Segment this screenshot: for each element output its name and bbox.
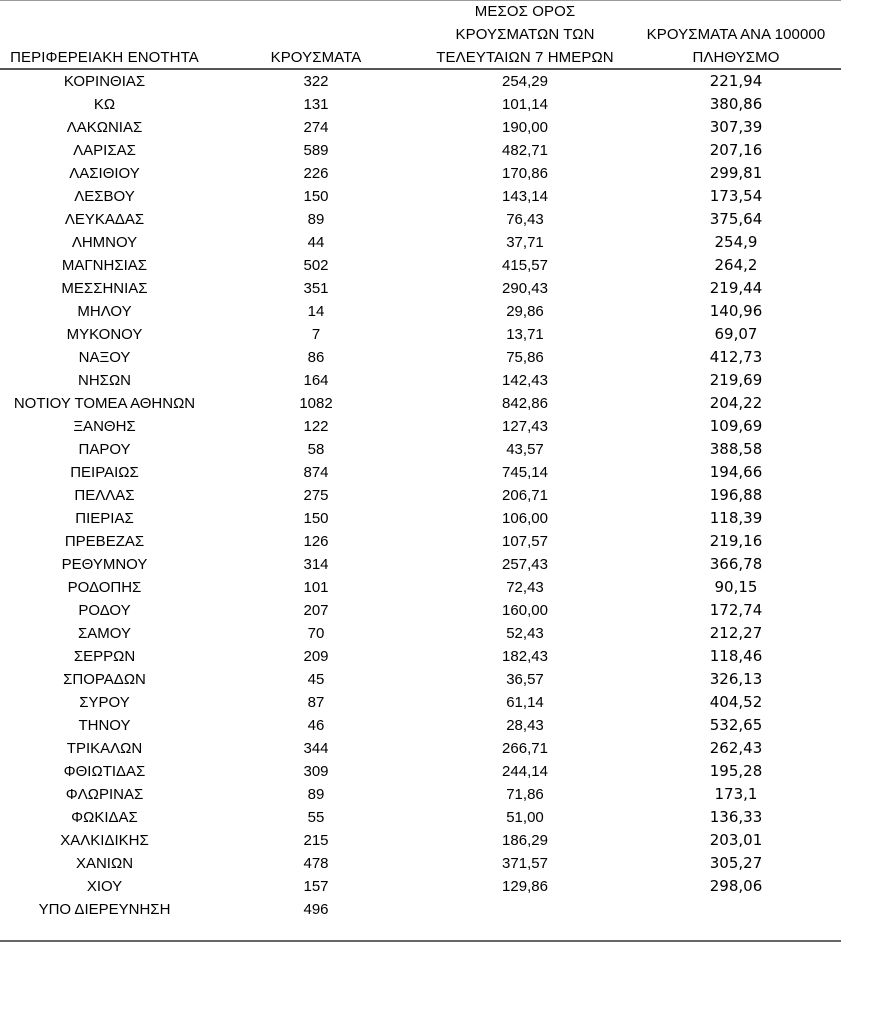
avg7-cell: 143,14: [502, 188, 548, 205]
cases-cell: 46: [307, 717, 325, 734]
table-row: [0, 346, 841, 369]
top-border: [0, 0, 841, 1]
per100k-cell: 207,16: [709, 141, 763, 159]
avg7-cell: 290,43: [502, 280, 548, 297]
cases-cell: 275: [303, 487, 329, 504]
cases-cell: 44: [307, 234, 325, 251]
cases-cell: 314: [303, 556, 329, 573]
header-avg-7-days: [428, 0, 622, 69]
per100k-cell: 532,65: [709, 716, 763, 734]
per100k-cell: 326,13: [709, 670, 763, 688]
avg7-cell: 13,71: [506, 326, 544, 343]
cases-cell: 874: [303, 464, 329, 481]
region-cell: ΤΗΝΟΥ: [78, 717, 131, 734]
region-cell: ΚΩ: [93, 96, 116, 113]
cases-cell: 207: [303, 602, 329, 619]
per100k-cell: 254,9: [714, 233, 758, 251]
avg7-cell: 75,86: [506, 349, 544, 366]
region-cell: ΦΛΩΡΙΝΑΣ: [65, 786, 144, 803]
header-per-100k: [632, 23, 840, 69]
per100k-cell: 262,43: [709, 739, 763, 757]
cases-cell: 101: [303, 579, 329, 596]
per100k-cell: 140,96: [709, 302, 763, 320]
per100k-cell: 299,81: [709, 164, 763, 182]
per100k-cell: 196,88: [709, 486, 763, 504]
table-row: [0, 484, 841, 507]
header-per100k-line-2: ΠΛΗΘΥΣΜΟ: [692, 49, 780, 66]
region-cell: ΛΑΡΙΣΑΣ: [73, 142, 136, 159]
per100k-cell: 203,01: [709, 831, 763, 849]
region-cell: ΛΕΣΒΟΥ: [74, 188, 135, 205]
table-row: [0, 116, 841, 139]
cases-cell: 70: [307, 625, 325, 642]
per100k-cell: 219,16: [709, 532, 763, 550]
table-row: [0, 691, 841, 714]
cases-cell: 209: [303, 648, 329, 665]
avg7-cell: 254,29: [502, 73, 548, 90]
table-row: [0, 323, 841, 346]
region-cell: ΠΙΕΡΙΑΣ: [75, 510, 134, 527]
region-cell: ΠΡΕΒΕΖΑΣ: [64, 533, 145, 550]
per100k-cell: 118,46: [709, 647, 763, 665]
avg7-cell: 36,57: [506, 671, 544, 688]
table-row: [0, 70, 841, 93]
per100k-cell: 219,69: [709, 371, 763, 389]
region-cell: ΜΑΓΝΗΣΙΑΣ: [61, 257, 148, 274]
cases-cell: 309: [303, 763, 329, 780]
header-region: ΠΕΡΙΦΕΡΕΙΑΚΗ ΕΝΟΤΗΤΑ: [10, 49, 199, 66]
region-cell: ΛΑΣΙΘΙΟΥ: [69, 165, 140, 182]
region-cell: ΝΑΞΟΥ: [78, 349, 131, 366]
table-row: [0, 898, 841, 921]
avg7-cell: 182,43: [502, 648, 548, 665]
table-row: [0, 783, 841, 806]
per100k-cell: 194,66: [709, 463, 763, 481]
avg7-cell: 37,71: [506, 234, 544, 251]
per100k-cell: 404,52: [709, 693, 763, 711]
avg7-cell: 51,00: [506, 809, 544, 826]
table-body: [0, 70, 841, 921]
region-cell: ΠΑΡΟΥ: [78, 441, 131, 458]
header-cases: ΚΡΟΥΣΜΑΤΑ: [270, 49, 362, 66]
per100k-cell: 173,54: [709, 187, 763, 205]
table-row: [0, 277, 841, 300]
avg7-cell: 186,29: [502, 832, 548, 849]
avg7-cell: 257,43: [502, 556, 548, 573]
cases-cell: 89: [307, 211, 325, 228]
avg7-cell: 244,14: [502, 763, 548, 780]
table-row: [0, 622, 841, 645]
avg7-cell: 61,14: [506, 694, 544, 711]
cases-cell: 150: [303, 188, 329, 205]
region-cell: ΧΙΟΥ: [86, 878, 123, 895]
per100k-cell: 366,78: [709, 555, 763, 573]
table-row: [0, 162, 841, 185]
cases-cell: 351: [303, 280, 329, 297]
region-cell: ΣΑΜΟΥ: [78, 625, 131, 642]
cases-cell: 86: [307, 349, 325, 366]
cases-cell: 14: [307, 303, 325, 320]
avg7-cell: 190,00: [502, 119, 548, 136]
region-cell: ΛΑΚΩΝΙΑΣ: [66, 119, 143, 136]
cases-cell: 126: [303, 533, 329, 550]
table-row: [0, 231, 841, 254]
per100k-cell: 305,27: [709, 854, 763, 872]
region-cell: ΣΠΟΡΑΔΩΝ: [63, 671, 146, 688]
per100k-cell: 172,74: [709, 601, 763, 619]
table-row: [0, 714, 841, 737]
table-row: [0, 392, 841, 415]
cases-cell: 89: [307, 786, 325, 803]
cases-cell: 150: [303, 510, 329, 527]
table-row: [0, 645, 841, 668]
region-cell: ΧΑΝΙΩΝ: [75, 855, 134, 872]
region-cell: ΜΗΛΟΥ: [77, 303, 132, 320]
cases-cell: 478: [303, 855, 329, 872]
avg7-cell: 142,43: [502, 372, 548, 389]
table-row: [0, 208, 841, 231]
table-row: [0, 760, 841, 783]
avg7-cell: 266,71: [502, 740, 548, 757]
avg7-cell: 72,43: [506, 579, 544, 596]
table-row: [0, 553, 841, 576]
region-cell: ΚΟΡΙΝΘΙΑΣ: [63, 73, 146, 90]
per100k-cell: 195,28: [709, 762, 763, 780]
cases-cell: 1082: [299, 395, 333, 412]
header-avg-line-1: ΜΕΣΟΣ ΟΡΟΣ: [474, 3, 576, 20]
region-cell: ΝΗΣΩΝ: [78, 372, 131, 389]
cases-cell: 45: [307, 671, 325, 688]
region-cell: ΤΡΙΚΑΛΩΝ: [66, 740, 143, 757]
region-cell: ΛΗΜΝΟΥ: [71, 234, 138, 251]
avg7-cell: 106,00: [502, 510, 548, 527]
region-cell: ΛΕΥΚΑΔΑΣ: [64, 211, 145, 228]
cases-cell: 344: [303, 740, 329, 757]
table-row: [0, 93, 841, 116]
per100k-cell: 69,07: [714, 325, 758, 343]
cases-cell: 164: [303, 372, 329, 389]
table-row: [0, 139, 841, 162]
table-row: [0, 415, 841, 438]
avg7-cell: 52,43: [506, 625, 544, 642]
cases-cell: 589: [303, 142, 329, 159]
avg7-cell: 29,86: [506, 303, 544, 320]
table-row: [0, 185, 841, 208]
table-row: [0, 806, 841, 829]
per100k-cell: 298,06: [709, 877, 763, 895]
per100k-cell: 307,39: [709, 118, 763, 136]
per100k-cell: 136,33: [709, 808, 763, 826]
per100k-cell: 375,64: [709, 210, 763, 228]
avg7-cell: 745,14: [502, 464, 548, 481]
cases-cell: 55: [307, 809, 325, 826]
per100k-cell: 212,27: [709, 624, 763, 642]
avg7-cell: 415,57: [502, 257, 548, 274]
avg7-cell: 76,43: [506, 211, 544, 228]
region-cell: ΜΥΚΟΝΟΥ: [66, 326, 143, 343]
region-cell: ΝΟΤΙΟΥ ΤΟΜΕΑ ΑΘΗΝΩΝ: [13, 395, 196, 412]
cases-cell: 131: [303, 96, 329, 113]
cases-cell: 274: [303, 119, 329, 136]
per100k-cell: 118,39: [709, 509, 763, 527]
per100k-cell: 109,69: [709, 417, 763, 435]
table-row: [0, 438, 841, 461]
per100k-cell: 90,15: [714, 578, 758, 596]
per100k-cell: 204,22: [709, 394, 763, 412]
table-row: [0, 369, 841, 392]
per100k-cell: 264,2: [714, 256, 758, 274]
region-cell: ΜΕΣΣΗΝΙΑΣ: [61, 280, 148, 297]
bottom-border: [0, 940, 841, 942]
table-row: [0, 737, 841, 760]
region-cell: ΠΕΛΛΑΣ: [74, 487, 135, 504]
cases-cell: 322: [303, 73, 329, 90]
avg7-cell: 43,57: [506, 441, 544, 458]
avg7-cell: 842,86: [502, 395, 548, 412]
table-row: [0, 530, 841, 553]
header-avg-line-3: ΤΕΛΕΥΤΑΙΩΝ 7 ΗΜΕΡΩΝ: [436, 49, 614, 66]
region-cell: ΡΟΔΟΠΗΣ: [67, 579, 142, 596]
avg7-cell: 482,71: [502, 142, 548, 159]
per100k-cell: 221,94: [709, 72, 763, 90]
per100k-cell: 388,58: [709, 440, 763, 458]
region-cell: ΥΠΟ ΔΙΕΡΕΥΝΗΣΗ: [38, 901, 171, 918]
avg7-cell: 71,86: [506, 786, 544, 803]
table-row: [0, 668, 841, 691]
avg7-cell: 371,57: [502, 855, 548, 872]
region-cell: ΡΟΔΟΥ: [78, 602, 131, 619]
region-cell: ΣΥΡΟΥ: [79, 694, 130, 711]
cases-cell: 496: [303, 901, 329, 918]
cases-cell: 87: [307, 694, 325, 711]
region-cell: ΠΕΙΡΑΙΩΣ: [70, 464, 139, 481]
table-row: [0, 875, 841, 898]
cases-cell: 122: [303, 418, 329, 435]
region-cell: ΣΕΡΡΩΝ: [73, 648, 136, 665]
cases-cell: 215: [303, 832, 329, 849]
cases-cell: 157: [303, 878, 329, 895]
per100k-cell: 173,1: [714, 785, 758, 803]
per100k-cell: 219,44: [709, 279, 763, 297]
avg7-cell: 101,14: [502, 96, 548, 113]
region-cell: ΦΘΙΩΤΙΔΑΣ: [63, 763, 146, 780]
cases-cell: 226: [303, 165, 329, 182]
table-row: [0, 829, 841, 852]
region-cell: ΧΑΛΚΙΔΙΚΗΣ: [60, 832, 149, 849]
table-row: [0, 576, 841, 599]
table-row: [0, 300, 841, 323]
header-per100k-line-1: ΚΡΟΥΣΜΑΤΑ ΑΝΑ 100000: [646, 26, 826, 43]
per100k-cell: 412,73: [709, 348, 763, 366]
header-avg-line-2: ΚΡΟΥΣΜΑΤΩΝ ΤΩΝ: [455, 26, 595, 43]
table-row: [0, 461, 841, 484]
avg7-cell: 107,57: [502, 533, 548, 550]
avg7-cell: 206,71: [502, 487, 548, 504]
table-row: [0, 599, 841, 622]
cases-cell: 58: [307, 441, 325, 458]
avg7-cell: 129,86: [502, 878, 548, 895]
avg7-cell: 170,86: [502, 165, 548, 182]
cases-cell: 7: [311, 326, 321, 343]
region-cell: ΡΕΘΥΜΝΟΥ: [61, 556, 148, 573]
table-row: [0, 507, 841, 530]
region-cell: ΞΑΝΘΗΣ: [73, 418, 136, 435]
avg7-cell: 28,43: [506, 717, 544, 734]
table-row: [0, 254, 841, 277]
cases-cell: 502: [303, 257, 329, 274]
region-cell: ΦΩΚΙΔΑΣ: [71, 809, 138, 826]
table-row: [0, 852, 841, 875]
per100k-cell: 380,86: [709, 95, 763, 113]
avg7-cell: 127,43: [502, 418, 548, 435]
avg7-cell: 160,00: [502, 602, 548, 619]
